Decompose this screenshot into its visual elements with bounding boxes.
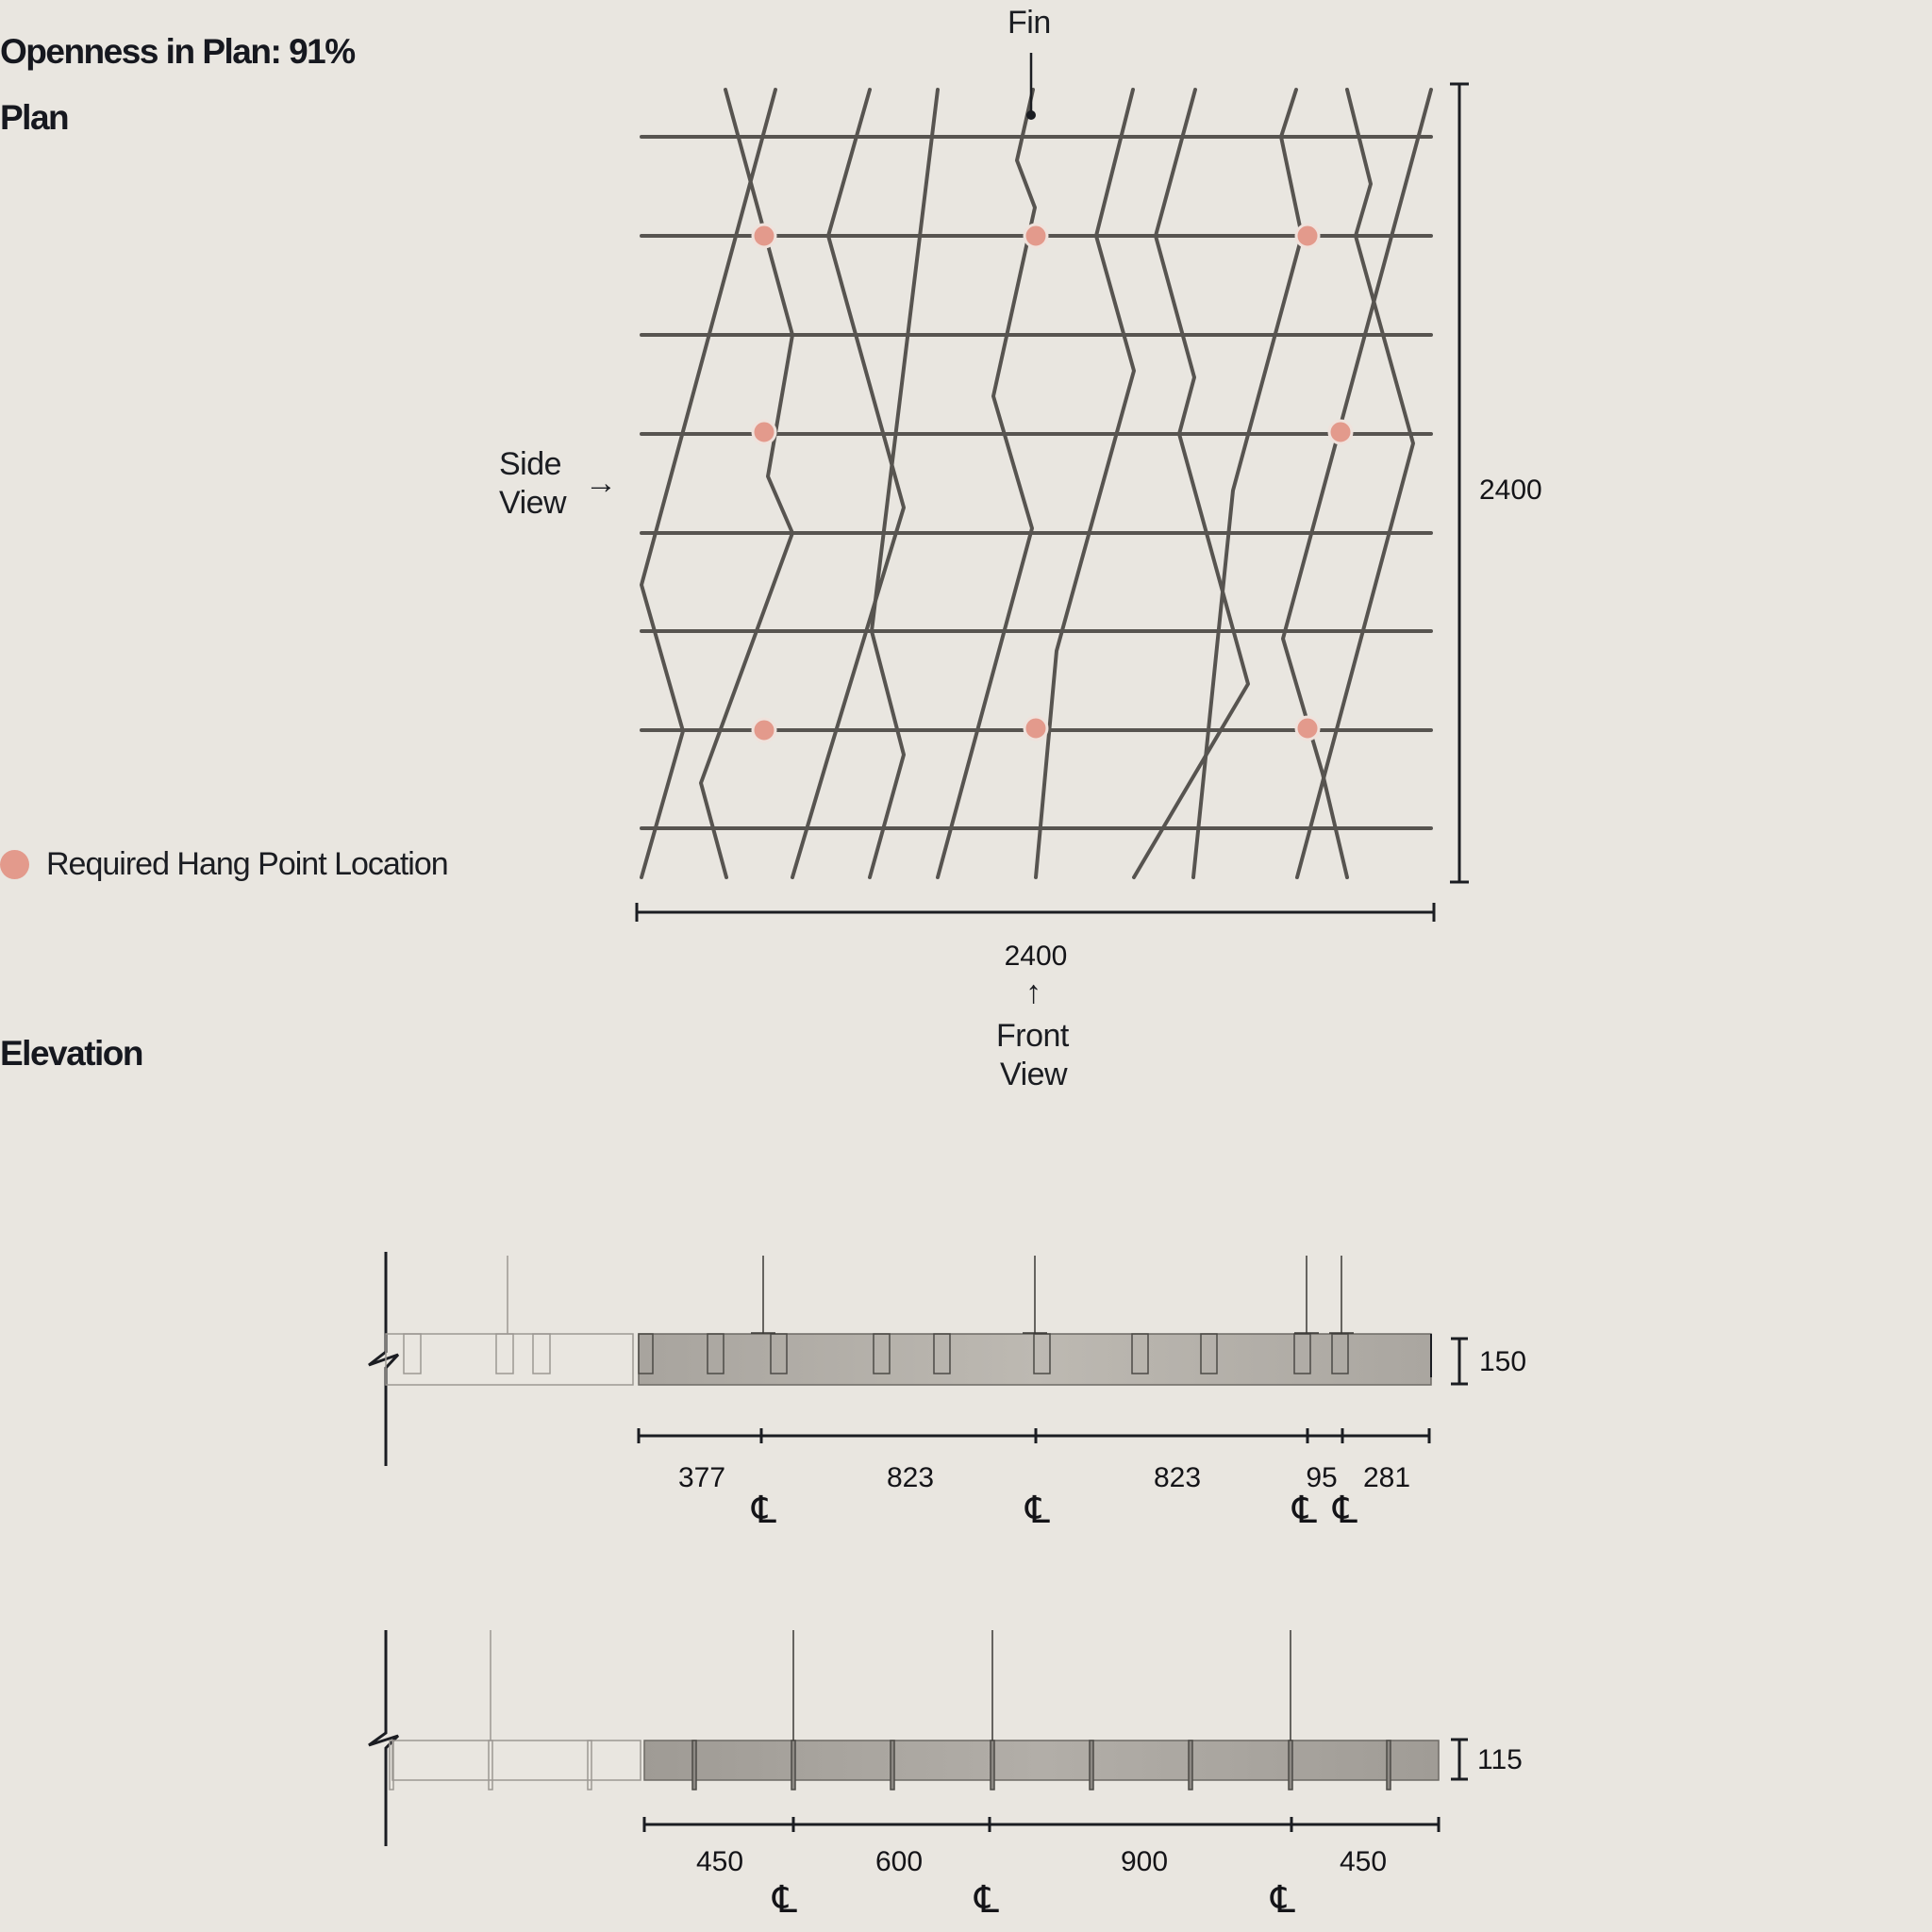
break-line	[369, 1252, 398, 1466]
hang-point-marker	[753, 719, 775, 741]
plan-fin	[938, 90, 1035, 877]
elevation-2-height-dimension-line	[1451, 1740, 1468, 1779]
openness-heading: Openness in Plan: 91%	[0, 32, 355, 71]
centerline-icon: ℄	[1292, 1490, 1317, 1531]
centerline-icon: ℄	[752, 1490, 776, 1531]
centerline-icon: ℄	[773, 1879, 797, 1921]
plan-depth-dimension: 2400	[1479, 475, 1542, 506]
ghost-panel	[386, 1256, 633, 1385]
elevation-heading: Elevation	[0, 1034, 142, 1073]
elevation-2-span: 900	[1120, 1846, 1169, 1877]
elevation-1-span: 823	[1153, 1462, 1202, 1493]
elevation-1-span-dimension-line	[639, 1428, 1429, 1443]
plan-fin	[1283, 90, 1431, 877]
elevation-2-panel	[644, 1740, 1439, 1780]
plan-heading: Plan	[0, 98, 69, 137]
centerline-icon: ℄	[1025, 1490, 1050, 1531]
front-view-label-line1: Front	[996, 1018, 1069, 1054]
plan-dimension-lines	[637, 84, 1469, 922]
elevation-2-span: 450	[1339, 1846, 1388, 1877]
plan-fin	[792, 90, 904, 877]
break-line	[369, 1630, 398, 1846]
front-view-arrow-icon: ↑	[1025, 974, 1041, 1010]
elevation-1-height-dimension-line	[1451, 1339, 1468, 1384]
centerline-icon: ℄	[1271, 1879, 1295, 1921]
side-view-label-line1: Side	[499, 446, 562, 482]
elevation-2	[369, 1630, 1468, 1846]
hang-point-marker	[1024, 717, 1047, 740]
hang-point-marker	[753, 225, 775, 247]
centerline-icon: ℄	[1333, 1490, 1357, 1531]
hang-point-marker	[753, 421, 775, 443]
elevation-1-panel	[639, 1334, 1431, 1385]
elevation-2-hangers	[793, 1630, 1291, 1740]
plan-fin	[1193, 90, 1302, 877]
elevation-1	[369, 1252, 1468, 1466]
elevation-2-span: 450	[695, 1846, 744, 1877]
ghost-panel	[390, 1630, 641, 1790]
plan-fin	[701, 90, 792, 877]
elevation-1-span: 377	[677, 1462, 726, 1493]
hang-points	[753, 225, 1352, 741]
legend-label: Required Hang Point Location	[46, 845, 448, 882]
plan-grid	[641, 90, 1431, 877]
elevation-2-span-dimension-line	[644, 1817, 1439, 1832]
elevation-1-span: 95	[1306, 1462, 1338, 1493]
elevation-1-span: 281	[1362, 1462, 1411, 1493]
elevation-1-hangers	[751, 1256, 1354, 1334]
centerline-icon: ℄	[974, 1879, 999, 1921]
elevation-2-height-dimension: 115	[1477, 1744, 1523, 1775]
hang-point-marker	[1296, 717, 1319, 740]
front-view-label-line2: View	[1000, 1057, 1068, 1092]
side-view-arrow-icon: →	[585, 465, 617, 501]
elevation-1-height-dimension: 150	[1479, 1346, 1527, 1377]
plan-fin	[1036, 90, 1134, 877]
side-view-label-line2: View	[499, 485, 567, 521]
plan-fin	[870, 90, 938, 877]
plan-fin	[1297, 90, 1413, 877]
hang-point-marker	[1024, 225, 1047, 247]
plan-fin	[1134, 90, 1248, 877]
hang-point-marker	[1296, 225, 1319, 247]
fin-label: Fin	[1008, 5, 1051, 41]
plan-width-dimension: 2400	[1004, 941, 1068, 972]
hang-point-marker	[1329, 421, 1352, 443]
elevation-1-span: 823	[886, 1462, 935, 1493]
elevation-2-span: 600	[874, 1846, 924, 1877]
